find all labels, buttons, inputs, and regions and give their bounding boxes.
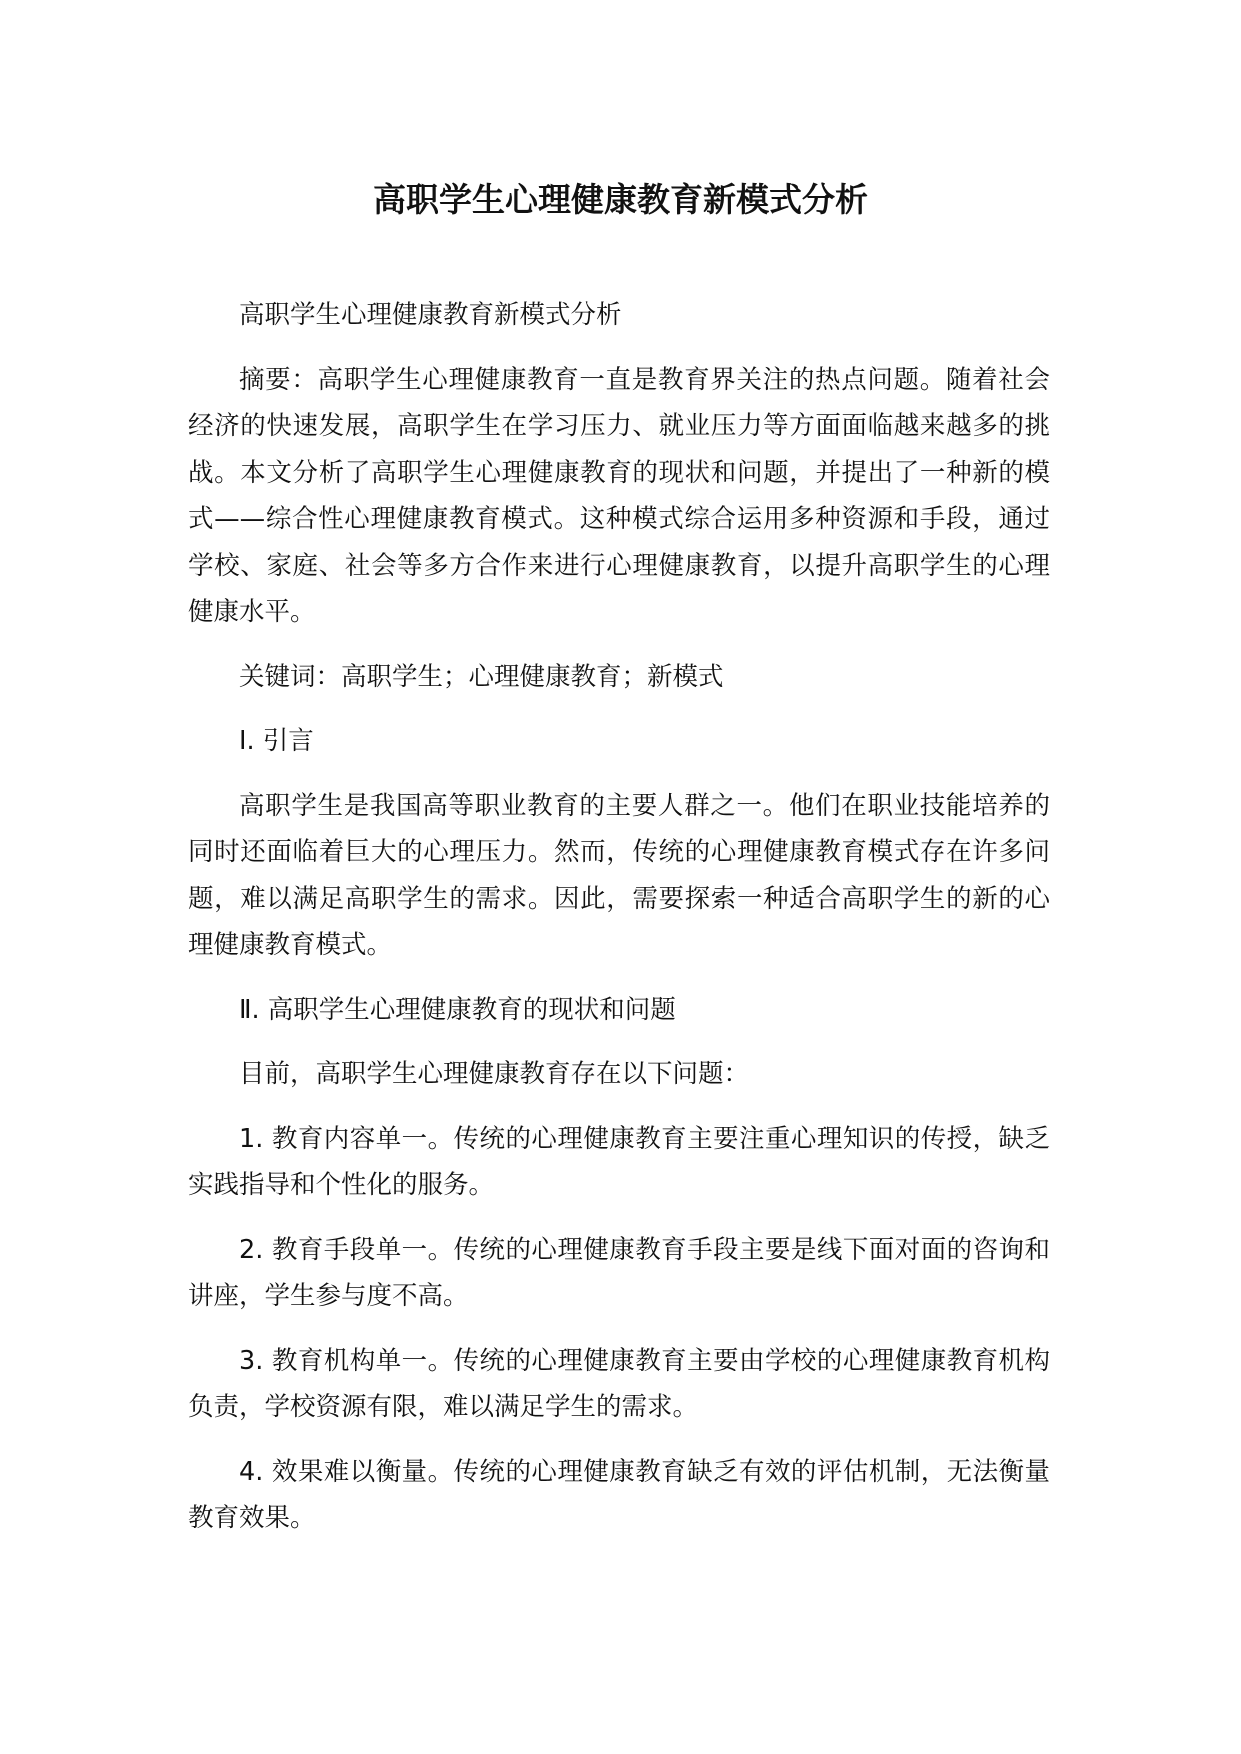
list-item: 4. 效果难以衡量。传统的心理健康教育缺乏有效的评估机制，无法衡量教育效果。 xyxy=(188,1456,1050,1533)
subtitle-paragraph: 高职学生心理健康教育新模式分析 xyxy=(239,300,622,330)
document-body xyxy=(188,292,1050,1560)
list-item: 3. 教育机构单一。传统的心理健康教育主要由学校的心理健康教育机构负责，学校资源有限，难以满足学生的需求。 xyxy=(188,1345,1050,1422)
document-title: 高职学生心理健康教育新模式分析 xyxy=(373,180,868,219)
status-lead-paragraph: 目前，高职学生心理健康教育存在以下问题： xyxy=(239,1059,750,1089)
keywords-paragraph: 关键词：高职学生；心理健康教育；新模式 xyxy=(239,661,724,692)
list-item: 2. 教育手段单一。传统的心理健康教育手段主要是线下面对面的咨询和讲座，学生参与度不高。 xyxy=(188,1234,1050,1311)
section-heading-introduction: Ⅰ. 引言 xyxy=(239,726,314,756)
section-heading-status: Ⅱ. 高职学生心理健康教育的现状和问题 xyxy=(239,994,676,1025)
abstract-paragraph: 摘要：高职学生心理健康教育一直是教育界关注的热点问题。随着社会经济的快速发展，高职学生在学习压力、就业压力等方面面临越来越多的挑战。本文分析了高职学生心理健康教育的现状和问题，并提出了一种新的模式——综合性心理健康教育模式。这种模式综合运用多种资源和手段，通过学校、家庭、社会等多方合作来进行心理健康教育，以提升高职学生的心理健康水平。 xyxy=(188,364,1050,627)
list-item: 1. 教育内容单一。传统的心理健康教育主要注重心理知识的传授，缺乏实践指导和个性化的服务。 xyxy=(188,1123,1050,1200)
introduction-paragraph: 高职学生是我国高等职业教育的主要人群之一。他们在职业技能培养的同时还面临着巨大的心理压力。然而，传统的心理健康教育模式存在许多问题，难以满足高职学生的需求。因此，需要探索一种适合高职学生的新的心理健康教育模式。 xyxy=(188,790,1050,960)
